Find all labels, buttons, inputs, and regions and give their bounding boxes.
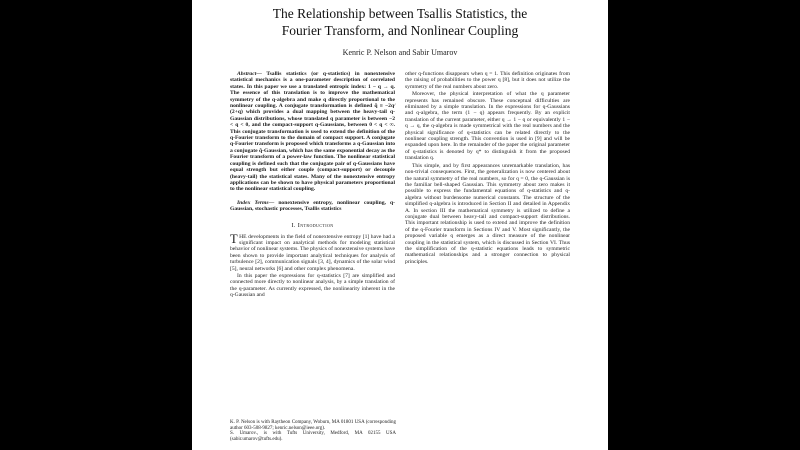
left-column	[230, 71, 395, 299]
two-column-body	[230, 71, 570, 299]
paper-title	[230, 5, 570, 39]
footnote-umarov: S. Umarov., is with Tufts University, Medford, MA 02155 USA (sabir.umarov@tufts.edu).	[230, 431, 396, 443]
paper-authors: Kenric P. Nelson and Sabir Umarov	[342, 48, 458, 57]
intro-paragraph-1-text: HE developments in the field of nonextensive entropy [1] have had a significant impact on analytical methods for modeling statistical behavior of nonlinear systems. The physics of nonextensive systems have been shown to provide important analytical techniques for analysis of turbulence [2], communication signals [3, 4], dynamics of the solar wind [5], neural networks [6] and other complex phenomena.	[230, 233, 395, 272]
abstract-label: Abstract	[237, 71, 257, 77]
paper-page	[192, 0, 608, 450]
dropcap-letter: T	[230, 231, 238, 246]
abstract-paragraph	[230, 71, 395, 193]
index-terms-label: Index Terms	[237, 199, 269, 206]
right-paragraph-3: This simple, and by first appearances unremarkable translation, has non-trivial consequences. First, the generalization is now centered about the natural symmetry of the real numbers, so for q = 0, the q-Gaussian is the familiar bell-shaped Gaussian. This symmetry about zero makes it possible to express the fundamental equations of q-statistics and q-algebra without burdensome numerical constants. The structure of the simplified q-algebra is introduced in Section II and detailed in Appendix A. In section III the mathematical symmetry is utilized to define a conjugate dual between heavy-tail and compact-support distributions. This important relationship is used to extend and improve the definition of the q-Fourier transform in Sections IV and V. Most significantly, the proposed variable q emerges as a direct measure of the nonlinear coupling in the statistical system, which is discussed in Section VI. Thus the simplification of the q-statistic equations leads to symmetric mathematical relationships and a stronger connection to physical principles.	[405, 162, 570, 265]
paper-title-line2: Fourier Transform, and Nonlinear Coupling	[281, 23, 519, 38]
right-paragraph-2: Moreover, the physical interpretation of what the q parameter represents has remained obscure. These conceptual difficulties are eliminated by a simple translation. In the expressions for q-Gaussians and q-algebra, the term (1 − q) appears frequently. By an explicit translation of the current parameter, either q → 1 − q or equivalently 1 − q → q, the q-algebra is made symmetrical with the real numbers and the physical significance of q-statistics can be related directly to the nonlinear coupling strength. This convention is used in [9] and will be expanded upon here. In the remainder of the paper the original parameter of q-statistics is denoted by q* to distinguish it from the proposed translation q.	[405, 91, 570, 162]
intro-paragraph-1	[230, 231, 395, 272]
abstract-body: — Tsallis statistics (or q-statistics) in nonextensive statistical mechanics is a one-parameter description of correlated states. In this paper we use a translated entropic index: 1 − q → q. The essence of this translation is to improve the mathematical symmetry of the q-algebra and make q directly proportional to the nonlinear coupling. A conjugate transformation is defined q̂ ≡ −2q⁄(2+q) which provides a dual mapping between the heavy-tail q-Gaussian distributions, whose translated q parameter is between −2 < q < 0, and the compact-support q-Gaussians, between 0 < q < ∞. This conjugate transformation is used to extend the definition of the q-Fourier transform to the domain of compact support. A conjugate q-Fourier transform is proposed which transforms a q-Gaussian into a conjugate q̂-Gaussian, which has the same exponential decay as the Fourier transform of a power-law function. The nonlinear statistical coupling is defined such that the conjugate pair of q-Gaussians have equal strength but either couple (compact-support) or decouple (heavy-tail) the statistical states. Many of the nonextensive entropy applications can be shown to have physical parameters proportional to the nonlinear statistical coupling.	[230, 71, 395, 193]
intro-paragraph-2: In this paper the expressions for q-statistics [7] are simplified and connected more directly to nonlinear analysis, by a simple translation of the q-parameter. As currently expressed, the nonlinearity inherent in the q-Gaussian and	[230, 272, 395, 299]
right-column	[405, 71, 570, 299]
index-terms-body: — nonextensive entropy, nonlinear coupling, q-Gaussian, stochastic processes, Tsallis statistics	[230, 199, 395, 213]
right-paragraph-1: other q-functions disappears when q = 1. This definition originates from the raising of probabilities to the power q [8], but it does not utilize the symmetry of the real numbers about zero.	[405, 71, 570, 90]
paper-title-line1: The Relationship between Tsallis Statistics, the	[272, 6, 528, 21]
index-terms-paragraph	[230, 200, 395, 213]
author-footnotes	[230, 420, 396, 443]
section-heading-introduction: I. Introduction	[291, 221, 334, 229]
footnote-nelson: K. P. Nelson is with Raytheon Company, Woburn, MA 01801 USA (corresponding author 603-508-9827; kenric.nelson@ieee.org).	[230, 419, 396, 431]
